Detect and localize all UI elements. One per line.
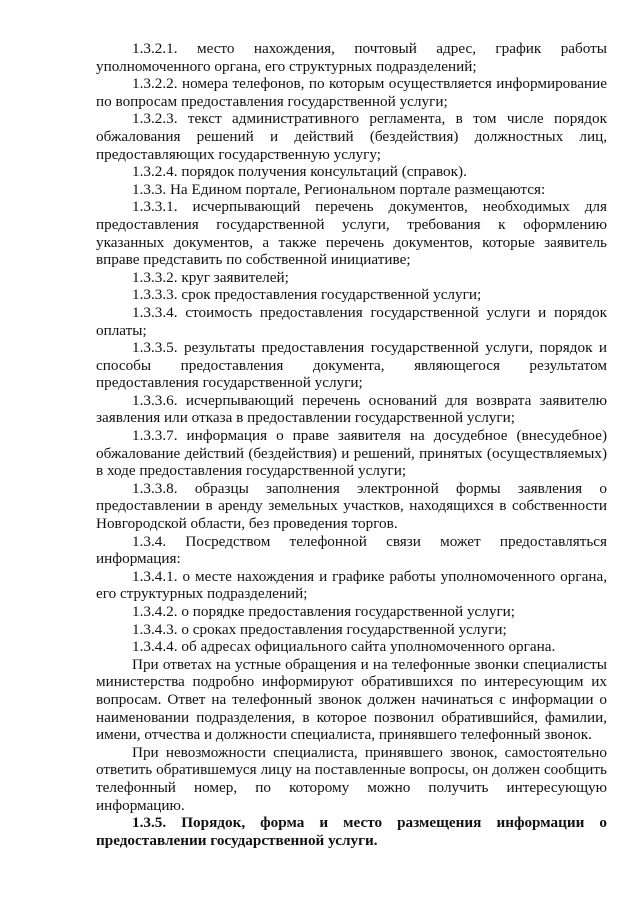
paragraph-1-3-3-2: 1.3.3.2. круг заявителей; — [132, 268, 289, 286]
paragraph-1-3-3-6: 1.3.3.6. исчерпывающий перечень оснований для возврата заявителю заявления или отказа в предоставлении государственной услуги; — [96, 391, 607, 427]
section-heading-1-3-5: 1.3.5. Порядок, форма и место размещения информации о предоставлении государственной услуги. — [96, 814, 607, 849]
document-page — [96, 40, 607, 849]
paragraph-1-3-2-2: 1.3.2.2. номера телефонов, по которым осуществляется информирование по вопросам предоставления государственной услуги; — [96, 75, 607, 110]
paragraph-1-3-4-4: 1.3.4.4. об адресах официального сайта уполномоченного органа. — [132, 638, 556, 656]
paragraph-1-3-3-3: 1.3.3.3. срок предоставления государственной услуги; — [132, 286, 482, 304]
paragraph-1-3-4-1: 1.3.4.1. о месте нахождения и графике работы уполномоченного органа, его структурных подразделений; — [96, 567, 607, 603]
paragraph-1-3-4-3: 1.3.4.3. о сроках предоставления государственной услуги; — [132, 620, 507, 638]
paragraph-1-3-3: 1.3.3. На Едином портале, Региональном портале размещаются: — [132, 180, 546, 198]
paragraph-phone-answers: При ответах на устные обращения и на телефонные звонки специалисты министерства подробно информируют обратившихся по интересующим их вопросам. Ответ на телефонный звонок должен начинаться с информации о наименовании подразделения, в которое позвонил обратившийся, фамилии, имени, отчества и должности специалиста, принявшего телефонный звонок. — [96, 655, 607, 744]
paragraph-1-3-2-1: 1.3.2.1. место нахождения, почтовый адрес, график работы уполномоченного органа, его структурных подразделений; — [96, 40, 607, 75]
paragraph-1-3-3-5: 1.3.3.5. результаты предоставления государственной услуги, порядок и способы предоставления документа, являющегося результатом предоставления государственной услуги; — [96, 339, 607, 392]
paragraph-impossibility: При невозможности специалиста, принявшего звонок, самостоятельно ответить обратившемуся лицу на поставленные вопросы, он должен сообщить телефонный номер, по которому можно получить интересующую информацию. — [96, 743, 607, 814]
paragraph-1-3-3-8: 1.3.3.8. образцы заполнения электронной формы заявления о предоставлении в аренду земельных участков, находящихся в собственности Новгородской области, без проведения торгов. — [96, 479, 607, 533]
paragraph-1-3-3-1: 1.3.3.1. исчерпывающий перечень документов, необходимых для предоставления государственной услуги, требования к оформлению указанных документов, а также перечень документов, которые заявитель вправе представить по собственной инициативе; — [96, 198, 607, 269]
paragraph-1-3-4-2: 1.3.4.2. о порядке предоставления государственной услуги; — [132, 603, 516, 620]
paragraph-1-3-4: 1.3.4. Посредством телефонной связи может предоставляться информация: — [96, 532, 607, 568]
paragraph-1-3-3-7: 1.3.3.7. информация о праве заявителя на досудебное (внесудебное) обжалование действий (бездействия) и решений, принятых (осуществляемых) в ходе предоставления государственной услуги; — [96, 427, 607, 480]
paragraph-1-3-3-4: 1.3.3.4. стоимость предоставления государственной услуги и порядок оплаты; — [96, 303, 607, 339]
paragraph-1-3-2-3: 1.3.2.3. текст административного регламента, в том числе порядок обжалования решений и действий (бездействия) должностных лиц, предоставляющих государственную услугу; — [96, 110, 607, 163]
paragraph-1-3-2-4: 1.3.2.4. порядок получения консультаций (справок). — [132, 163, 467, 181]
